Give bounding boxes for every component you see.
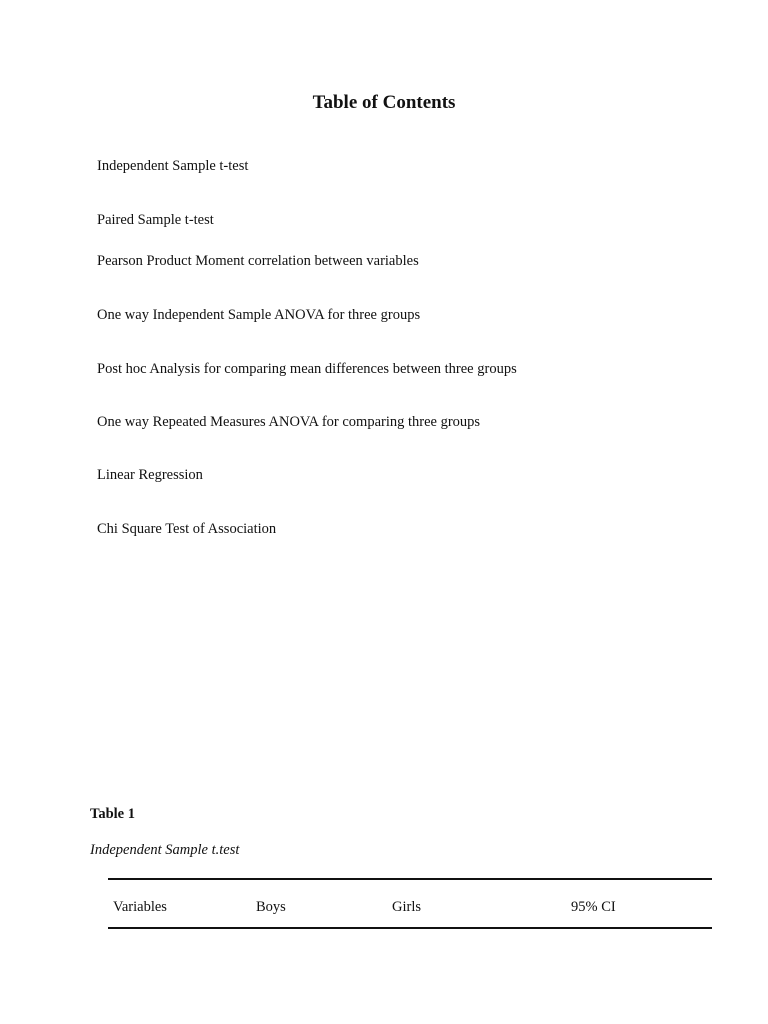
toc-item-linear-regression: Linear Regression — [97, 467, 203, 483]
toc-item-independent-t-test: Independent Sample t-test — [97, 158, 249, 174]
column-header-variables: Variables — [113, 899, 167, 915]
table-label: Table 1 — [90, 806, 135, 822]
toc-item-post-hoc-analysis: Post hoc Analysis for comparing mean differences between three groups — [97, 361, 517, 377]
results-table — [108, 878, 712, 929]
column-header-boys: Boys — [256, 899, 286, 915]
column-header-girls: Girls — [392, 899, 421, 915]
toc-item-paired-t-test: Paired Sample t-test — [97, 212, 214, 228]
toc-item-repeated-measures-anova: One way Repeated Measures ANOVA for comparing three groups — [97, 414, 481, 430]
toc-item-chi-square: Chi Square Test of Association — [97, 521, 277, 537]
toc-title: Table of Contents — [312, 92, 456, 113]
column-header-95-ci: 95% CI — [571, 899, 616, 915]
table-caption: Independent Sample t.test — [90, 842, 240, 858]
toc-item-pearson-correlation: Pearson Product Moment correlation between variables — [97, 253, 419, 269]
toc-item-one-way-anova: One way Independent Sample ANOVA for three groups — [97, 307, 421, 323]
